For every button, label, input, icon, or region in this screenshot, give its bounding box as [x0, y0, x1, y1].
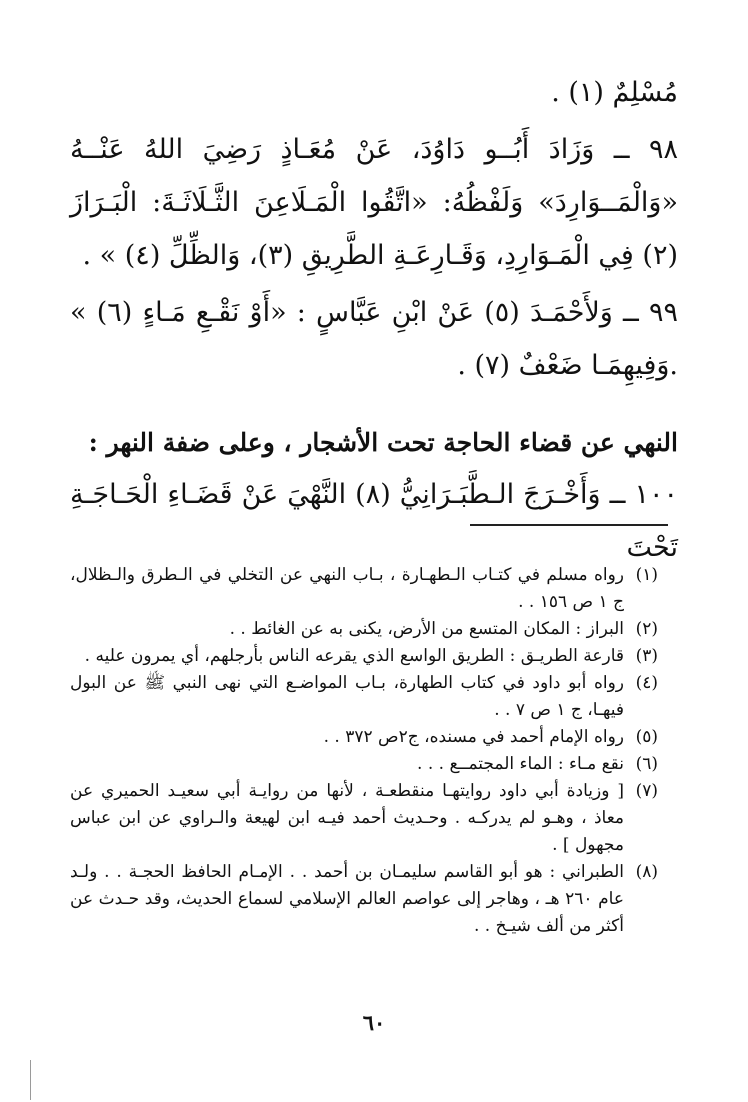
- paragraph-muslim: مُسْلِمٌ (١) .: [551, 77, 678, 108]
- footnote-divider: [470, 524, 668, 526]
- footnote-4: [70, 670, 658, 724]
- footnote-2: [70, 616, 658, 643]
- footnote-number: (١): [635, 565, 658, 585]
- footnote-number: (٥): [635, 727, 658, 747]
- footnote-text: [ وزيادة أبي داود روايتهـا منقطعـة ، لأنها من روايـة أبي سعيـد الحميري عن معاذ ، وهـو لم يدركـه . وحـديث أحمد فيـه ابن لهيعة والـراوي عن ابن عباس مجهول ] .: [70, 781, 624, 855]
- paragraph-98: ٩٨ ــ وَزَادَ أَبُــو دَاوُدَ، عَنْ مُعَـاذٍ رَضِيَ اللهُ عَنْــهُ «وَالْمَــوَارِدَ» وَلَفْظُهُ: «اتَّقُوا الْمَـلَاعِنَ الثَّـلَاثَـةَ: الْبَـرَازَ (٢) فِي الْمَـوَارِدِ، وَقَـارِعَـةِ الطَّرِيقِ (٣)، وَالظِّلِّ (٤) » .: [70, 134, 678, 271]
- footnote-number: (٤): [635, 673, 658, 693]
- footnote-text: الطبراني : هو أبو القاسم سليمـان بن أحمد . . الإمـام الحافظ الحجـة . . ولـد عام ٢٦٠ هـ ، وهاجر إلى عواصم العالم الإسلامي لسماع الحديث، وقد حـدث عن أكثر من ألف شيـخ . .: [70, 862, 624, 936]
- footnotes: [70, 562, 658, 940]
- footnote-1: [70, 562, 658, 616]
- footnote-5: [70, 724, 658, 751]
- footnote-6: [70, 751, 658, 778]
- footnote-number: (٨): [635, 862, 658, 882]
- footnote-text: قارعة الطريـق : الطريق الواسع الذي يقرعه الناس بأرجلهم، أي يمرون عليه .: [84, 646, 624, 666]
- footnote-3: [70, 643, 658, 670]
- footnote-number: (٦): [635, 754, 658, 774]
- footnote-8: [70, 859, 658, 940]
- section-heading: النهي عن قضاء الحاجة تحت الأشجار ، وعلى ضفة النهر :: [88, 428, 678, 457]
- footnote-text: رواه أبو داود في كتاب الطهارة، بـاب المواضـع التي نهى النبي ﷺ عن البول فيهـا، ج ١ ص ٧ . .: [70, 673, 624, 720]
- paragraph-100: ١٠٠ ــ وَأَخْـرَجَ الـطَّبَـرَانِيُّ (٨) النَّهْيَ عَنْ قَضَـاءِ الْحَـاجَـةِ تَحْتَ: [70, 479, 678, 563]
- scan-edge-line: [30, 1060, 31, 1100]
- page-number: ٦٠: [362, 1010, 386, 1035]
- footnote-text: البراز : المكان المتسع من الأرض، يكنى به عن الغائط . .: [229, 619, 624, 639]
- paragraph-99: ٩٩ ــ وَلأَحْمَـدَ (٥) عَنْ ابْنِ عَبَّاسٍ : «أَوْ نَقْـعِ مَـاءٍ (٦) » .وَفِيهِمَـا ضَعْفٌ (٧) .: [70, 297, 679, 381]
- footnote-number: (٢): [635, 619, 658, 639]
- footnote-text: رواه مسلم في كتـاب الـطهـارة ، بـاب النهي عن التخلي في الـطرق والـظلال، ج ١ ص ١٥٦ . .: [70, 565, 624, 612]
- footnote-number: (٧): [635, 781, 658, 801]
- footnote-text: نقع مـاء : الماء المجتمــع . . .: [417, 754, 624, 774]
- footnote-number: (٣): [635, 646, 658, 666]
- footnote-text: رواه الإمام أحمد في مسنده، ج٢ص ٣٧٢ . .: [323, 727, 624, 747]
- main-text: [70, 66, 678, 574]
- footnote-7: [70, 778, 658, 859]
